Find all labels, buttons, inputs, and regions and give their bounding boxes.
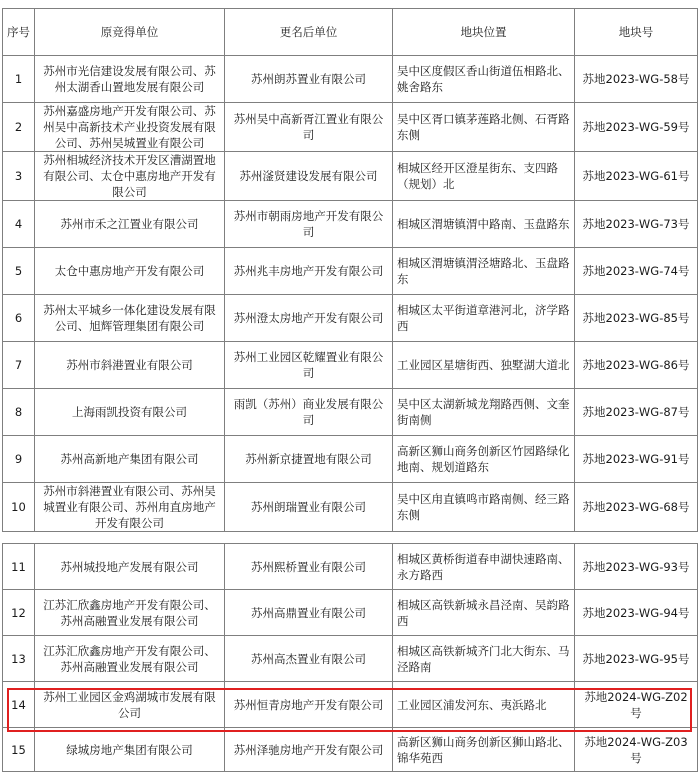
cell-plot-number: 苏地2023-WG-95号: [575, 636, 698, 682]
cell-renamed-unit: 雨凯（苏州）商业发展有限公司: [225, 389, 393, 436]
cell-plot-number: 苏地2024-WG-Z02号: [575, 682, 698, 728]
cell-plot-location: 相城区高铁新城齐门北大街东、马泾路南: [393, 636, 575, 682]
cell-original-winner: 苏州高新地产集团有限公司: [35, 436, 225, 483]
cell-original-winner: 太仓中惠房地产开发有限公司: [35, 248, 225, 295]
cell-plot-number: 苏地2023-WG-91号: [575, 436, 698, 483]
cell-no: 7: [3, 342, 35, 389]
table-row: [3, 636, 698, 682]
cell-plot-number: 苏地2023-WG-85号: [575, 295, 698, 342]
cell-renamed-unit: 苏州泽驰房地产开发有限公司: [225, 728, 393, 772]
cell-plot-location: 吴中区太湖新城龙翔路西侧、文奎街南侧: [393, 389, 575, 436]
cell-plot-location: 相城区黄桥街道春申湖快速路南、永方路西: [393, 544, 575, 590]
cell-original-winner: 苏州城投地产发展有限公司: [35, 544, 225, 590]
cell-original-winner: 绿城房地产集团有限公司: [35, 728, 225, 772]
cell-no: 13: [3, 636, 35, 682]
cell-plot-location: 工业园区浦发河东、夷浜路北: [393, 682, 575, 728]
table-row-highlighted: [3, 682, 698, 728]
cell-renamed-unit: 苏州新京捷置地有限公司: [225, 436, 393, 483]
cell-no: 12: [3, 590, 35, 636]
cell-plot-number: 苏地2023-WG-87号: [575, 389, 698, 436]
cell-renamed-unit: 苏州熙桥置业有限公司: [225, 544, 393, 590]
table-row: [3, 389, 698, 436]
cell-renamed-unit: 苏州朗瑞置业有限公司: [225, 483, 393, 532]
cell-no: 8: [3, 389, 35, 436]
cell-no: 3: [3, 152, 35, 201]
cell-renamed-unit: 苏州恒青房地产开发有限公司: [225, 682, 393, 728]
cell-plot-location: 高新区狮山商务创新区竹园路绿化地南、规划道路东: [393, 436, 575, 483]
cell-plot-number: 苏地2023-WG-61号: [575, 152, 698, 201]
cell-plot-number: 苏地2023-WG-94号: [575, 590, 698, 636]
cell-no: 4: [3, 201, 35, 248]
table-row: [3, 152, 698, 201]
cell-no: 2: [3, 103, 35, 152]
header-plot-number: 地块号: [575, 9, 698, 56]
cell-original-winner: 苏州市斜港置业有限公司: [35, 342, 225, 389]
cell-renamed-unit: 苏州高鼎置业有限公司: [225, 590, 393, 636]
cell-plot-number: 苏地2023-WG-74号: [575, 248, 698, 295]
table-row: [3, 56, 698, 103]
table-header-row: [3, 9, 698, 56]
cell-plot-number: 苏地2023-WG-58号: [575, 56, 698, 103]
cell-original-winner: 苏州市斜港置业有限公司、苏州吴城置业有限公司、苏州甪直房地产开发有限公司: [35, 483, 225, 532]
cell-plot-number: 苏地2023-WG-59号: [575, 103, 698, 152]
header-original-winner: 原竞得单位: [35, 9, 225, 56]
cell-original-winner: 苏州相城经济技术开发区漕湖置地有限公司、太仓中惠房地产开发有限公司: [35, 152, 225, 201]
cell-renamed-unit: 苏州工业园区乾耀置业有限公司: [225, 342, 393, 389]
cell-plot-location: 吴中区度假区香山街道伍相路北、姚舍路东: [393, 56, 575, 103]
cell-plot-location: 相城区经开区澄星街东、支四路（规划）北: [393, 152, 575, 201]
table-row: [3, 483, 698, 532]
cell-original-winner: 苏州太平城乡一体化建设发展有限公司、旭辉管理集团有限公司: [35, 295, 225, 342]
table-row: [3, 590, 698, 636]
table-row: [3, 248, 698, 295]
cell-renamed-unit: 苏州朗苏置业有限公司: [225, 56, 393, 103]
cell-no: 10: [3, 483, 35, 532]
cell-plot-location: 相城区太平街道章港河北，济学路西: [393, 295, 575, 342]
header-no: 序号: [3, 9, 35, 56]
cell-renamed-unit: 苏州滏贤建设发展有限公司: [225, 152, 393, 201]
table-row: [3, 728, 698, 772]
rename-table-part-1: [2, 8, 698, 532]
table-row: [3, 342, 698, 389]
cell-plot-location: 吴中区胥口镇茅莲路北侧、石胥路东侧: [393, 103, 575, 152]
cell-original-winner: 上海雨凯投资有限公司: [35, 389, 225, 436]
table-row: [3, 436, 698, 483]
cell-plot-number: 苏地2023-WG-73号: [575, 201, 698, 248]
cell-no: 14: [3, 682, 35, 728]
table-row: [3, 201, 698, 248]
cell-original-winner: 江苏汇欣鑫房地产开发有限公司、苏州高融置业发展有限公司: [35, 636, 225, 682]
cell-original-winner: 苏州市禾之江置业有限公司: [35, 201, 225, 248]
cell-plot-location: 工业园区星塘街西、独墅湖大道北: [393, 342, 575, 389]
cell-no: 1: [3, 56, 35, 103]
cell-plot-location: 相城区渭塘镇渭泾塘路北、玉盘路东: [393, 248, 575, 295]
cell-plot-location: 吴中区甪直镇鸣市路南侧、经三路东侧: [393, 483, 575, 532]
cell-renamed-unit: 苏州兆丰房地产开发有限公司: [225, 248, 393, 295]
cell-no: 6: [3, 295, 35, 342]
cell-original-winner: 苏州嘉盛房地产开发有限公司、苏州吴中高新技术产业投资发展有限公司、苏州吴城置业有限公司: [35, 103, 225, 152]
cell-original-winner: 苏州市光信建设发展有限公司、苏州太湖香山置地发展有限公司: [35, 56, 225, 103]
cell-no: 11: [3, 544, 35, 590]
cell-renamed-unit: 苏州高杰置业有限公司: [225, 636, 393, 682]
cell-plot-location: 相城区渭塘镇渭中路南、玉盘路东: [393, 201, 575, 248]
cell-plot-location: 高新区狮山商务创新区狮山路北、锦华苑西: [393, 728, 575, 772]
rename-table-part-2: [2, 543, 698, 772]
cell-renamed-unit: 苏州吴中高新胥江置业有限公司: [225, 103, 393, 152]
cell-renamed-unit: 苏州澄太房地产开发有限公司: [225, 295, 393, 342]
cell-no: 9: [3, 436, 35, 483]
cell-original-winner: 江苏汇欣鑫房地产开发有限公司、苏州高融置业发展有限公司: [35, 590, 225, 636]
header-renamed-unit: 更名后单位: [225, 9, 393, 56]
table-row: [3, 103, 698, 152]
cell-no: 15: [3, 728, 35, 772]
header-plot-location: 地块位置: [393, 9, 575, 56]
cell-plot-number: 苏地2023-WG-93号: [575, 544, 698, 590]
table-row: [3, 544, 698, 590]
cell-plot-number: 苏地2023-WG-86号: [575, 342, 698, 389]
cell-original-winner: 苏州工业园区金鸡湖城市发展有限公司: [35, 682, 225, 728]
cell-plot-number: 苏地2023-WG-68号: [575, 483, 698, 532]
cell-no: 5: [3, 248, 35, 295]
cell-plot-number: 苏地2024-WG-Z03号: [575, 728, 698, 772]
cell-plot-location: 相城区高铁新城永昌泾南、吴韵路西: [393, 590, 575, 636]
table-row: [3, 295, 698, 342]
cell-renamed-unit: 苏州市朝雨房地产开发有限公司: [225, 201, 393, 248]
